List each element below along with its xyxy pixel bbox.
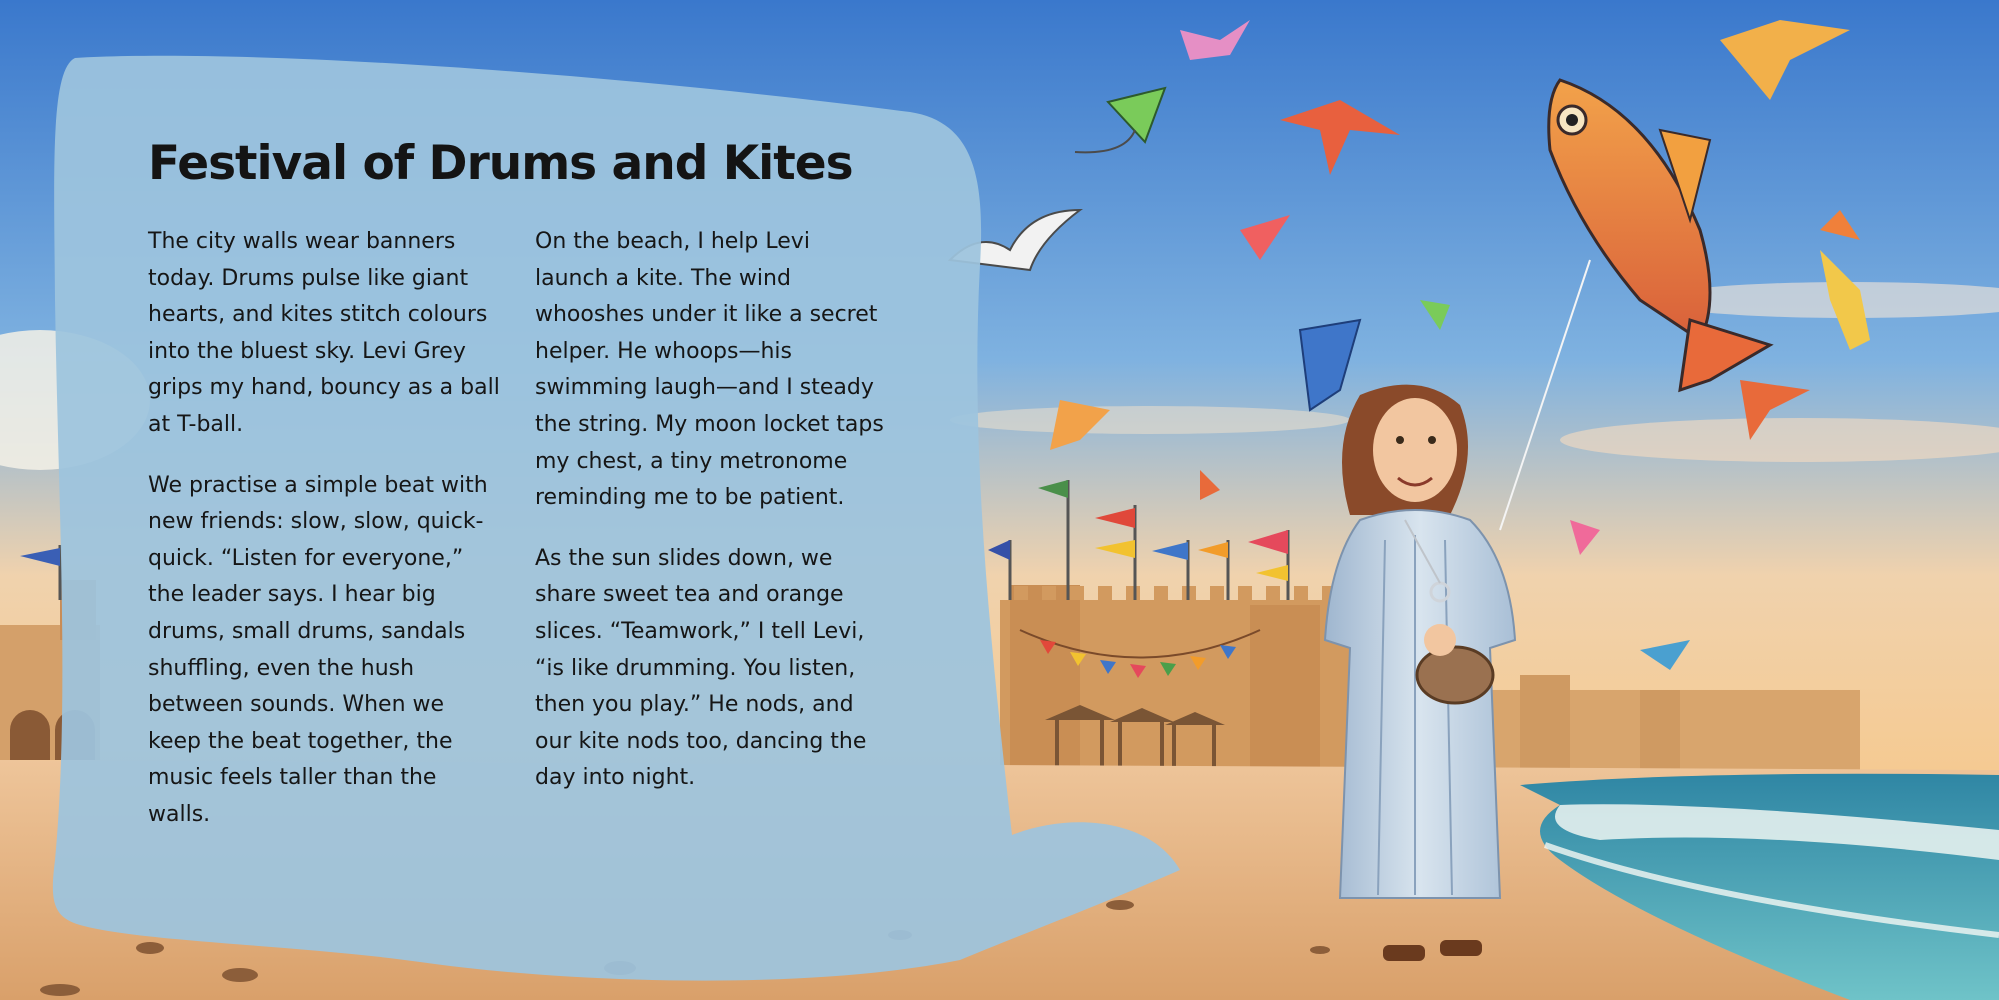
paragraph: The city walls wear banners today. Drums pulse like giant hearts, and kites stitch colours into the bluest sky. Levi Grey grips my hand, bouncy as a ball at T-ball.: [148, 229, 500, 437]
paragraph: As the sun slides down, we share sweet tea and orange slices. “Teamwork,” I tell Levi, “is like drumming. You listen, then you play.” He nods, and our kite nods too, dancing the day into night.: [535, 545, 867, 791]
paragraph: On the beach, I help Levi launch a kite. The wind whooshes under it like a secret helper. He whoops—his swimming laugh—and I steady the string. My moon locket taps my chest, a tiny metronome reminding me to be patient.: [535, 229, 884, 511]
text-column-left: [148, 224, 500, 858]
text-column-right: [535, 224, 887, 821]
paragraph: We practise a simple beat with new friends: slow, slow, quick-quick. “Listen for everyone,” the leader says. I hear big drums, small drums, sandals shuffling, even the hush between sounds. When we keep the beat together, the music feels taller than the walls.: [148, 472, 488, 827]
page-title: Festival of Drums and Kites: [148, 136, 853, 191]
